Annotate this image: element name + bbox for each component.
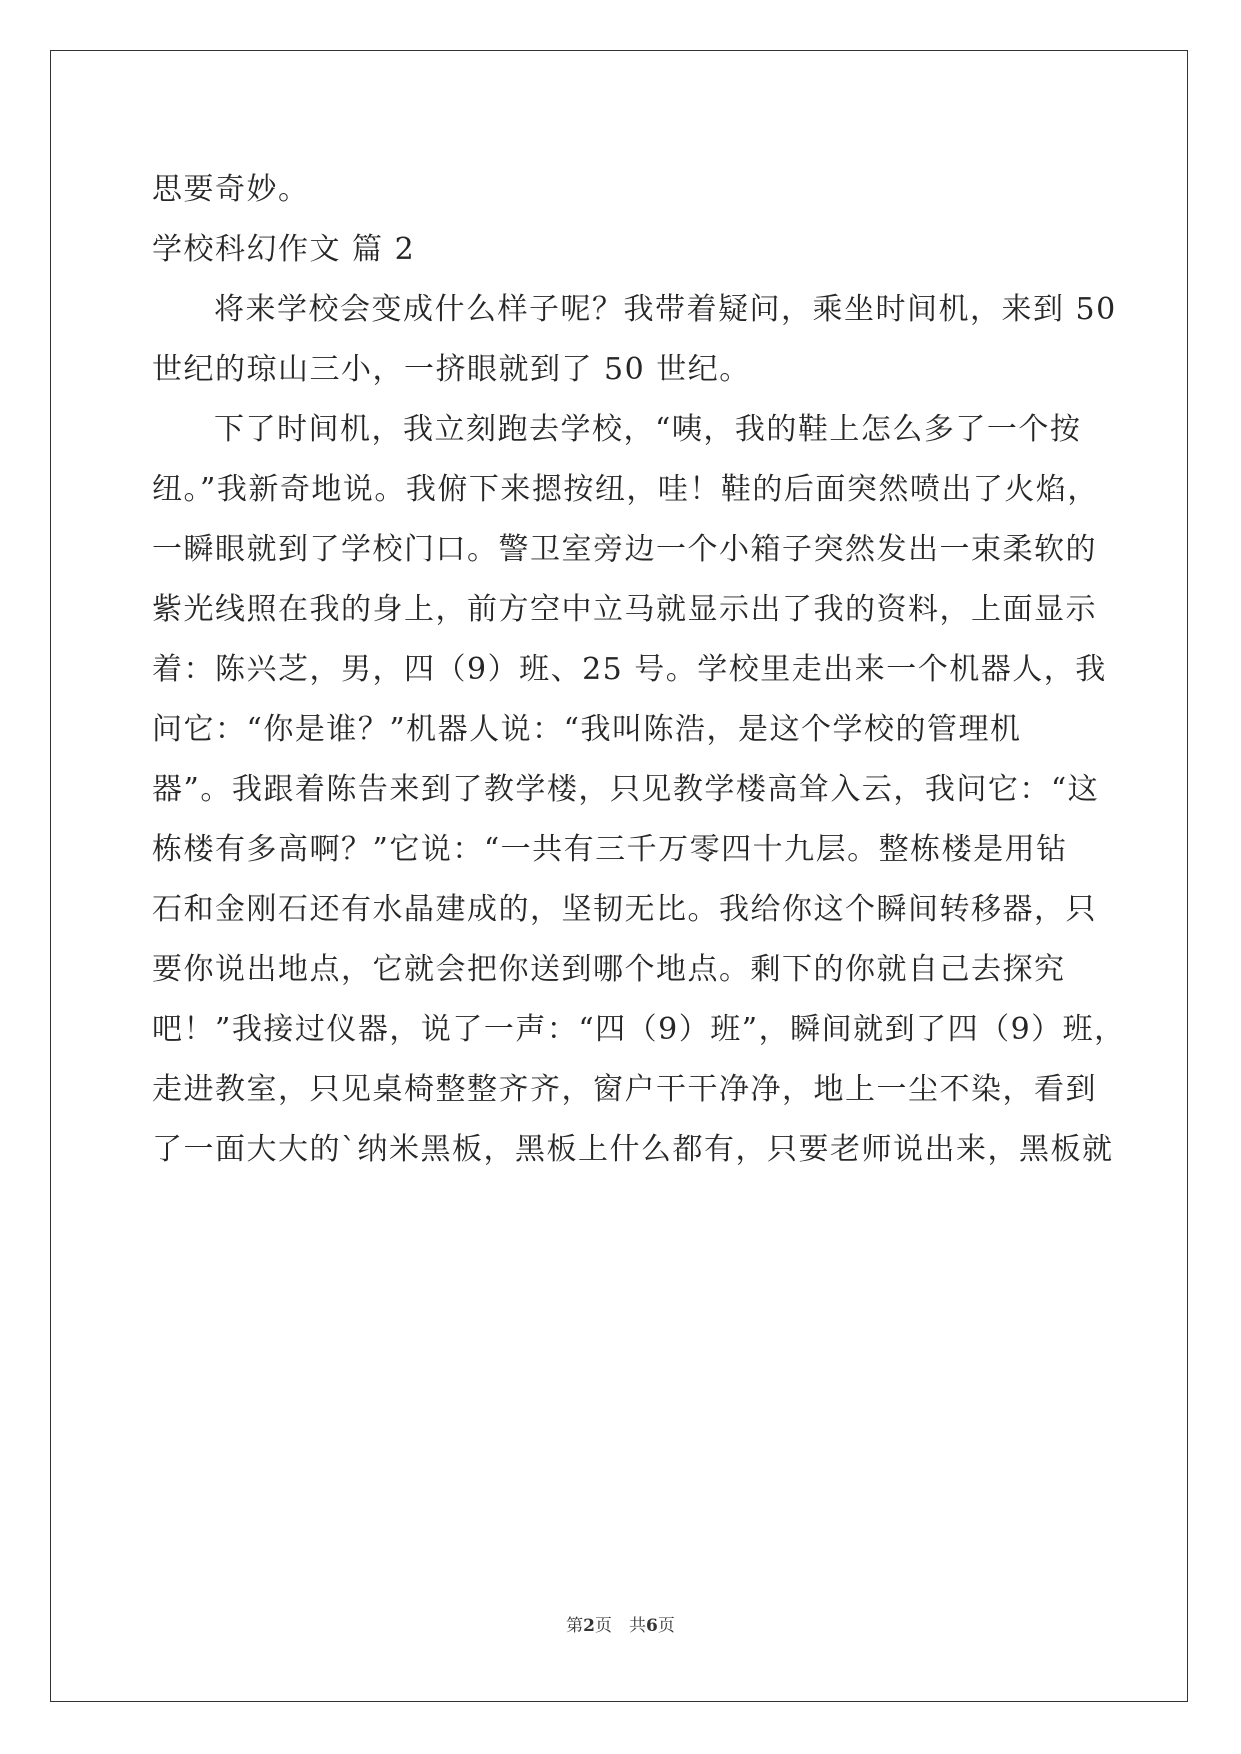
document-body — [152, 160, 1126, 1180]
page-middle-text: 页 共 — [595, 1616, 646, 1636]
section-heading: 学校科幻作文 篇 2 — [152, 232, 416, 267]
paragraph-2-line-7: 器”。我跟着陈告来到了教学楼，只见教学楼高耸入云，我问它：“这 — [152, 772, 1100, 807]
paragraph-2-line-3: 一瞬眼就到了学校门口。警卫室旁边一个小箱子突然发出一束柔软的 — [152, 532, 1097, 567]
page-total-number: 6 — [646, 1616, 658, 1636]
paragraph-1-line-2: 世纪的琼山三小，一挤眼就到了 50 世纪。 — [152, 352, 751, 387]
paragraph-2-line-2: 纽。”我新奇地说。我俯下来摁按纽，哇！鞋的后面突然喷出了火焰， — [152, 472, 1099, 507]
paragraph-2-line-13: 了一面大大的`纳米黑板，黑板上什么都有，只要老师说出来，黑板就 — [152, 1132, 1114, 1167]
paragraph-2-line-9: 石和金刚石还有水晶建成的，坚韧无比。我给你这个瞬间转移器，只 — [152, 892, 1097, 927]
paragraph-2-line-10: 要你说出地点，它就会把你送到哪个地点。剩下的你就自己去探究 — [152, 952, 1066, 987]
page-suffix: 页 — [657, 1616, 675, 1636]
page-prefix: 第 — [566, 1616, 584, 1636]
paragraph-2-line-11: 吧！”我接过仪器，说了一声：“四（9）班”，瞬间就到了四（9）班， — [152, 1012, 1126, 1047]
page-footer — [0, 1611, 1241, 1636]
paragraph-2-line-8: 栋楼有多高啊？”它说：“一共有三千万零四十九层。整栋楼是用钻 — [152, 832, 1068, 867]
text-line-1: 思要奇妙。 — [152, 172, 310, 207]
paragraph-2-line-4: 紫光线照在我的身上，前方空中立马就显示出了我的资料，上面显示 — [152, 592, 1097, 627]
page-current-number: 2 — [583, 1616, 595, 1636]
paragraph-2-line-1: 下了时间机，我立刻跑去学校，“咦，我的鞋上怎么多了一个按 — [214, 412, 1082, 447]
paragraph-1-line-1: 将来学校会变成什么样子呢？我带着疑问，乘坐时间机，来到 50 — [214, 292, 1117, 327]
paragraph-2-line-6: 问它：“你是谁？”机器人说：“我叫陈浩，是这个学校的管理机 — [152, 712, 1022, 747]
paragraph-2-line-5: 着：陈兴芝，男，四（9）班、25 号。学校里走出来一个机器人，我 — [152, 652, 1107, 687]
paragraph-2-line-12: 走进教室，只见桌椅整整齐齐，窗户干干净净，地上一尘不染，看到 — [152, 1072, 1097, 1107]
